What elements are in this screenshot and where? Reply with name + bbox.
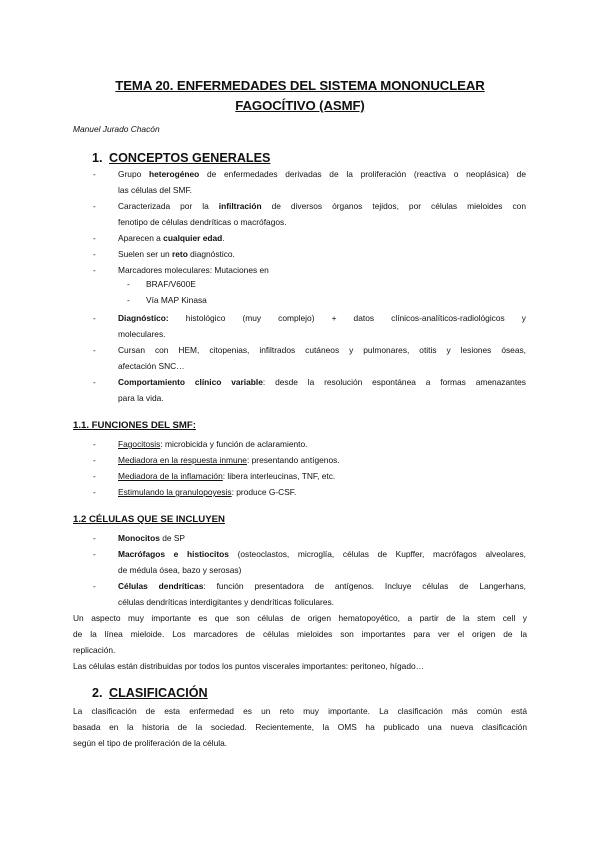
subsection-heading-celulas: 1.2 CÉLULAS QUE SE INCLUYEN (73, 514, 225, 525)
bullet-dash: - (127, 279, 130, 289)
document-title-line-2: FAGOCÍTIVO (ASMF) (235, 98, 365, 113)
paragraph-line: basada en la historia de la sociedad. Recientemente, la OMS ha publicado una nueva clasificación (73, 722, 527, 732)
paragraph-line: replicación. (73, 645, 116, 655)
list-item-continuation: las células del SMF. (118, 185, 193, 195)
bullet-dash: - (93, 201, 96, 211)
list-item: - Macrófagos e histiocitos (osteoclastos, microglía, células de Kupffer, macrófagos alveolares, (118, 547, 526, 563)
paragraph-line: Las células están distribuidas por todos los puntos viscerales importantes: peritoneo, hígado… (73, 661, 425, 671)
list-item: - Fagocitosis: microbicida y función de aclaramiento. (118, 437, 307, 453)
bullet-dash: - (93, 455, 96, 465)
list-item: - Diagnóstico: histológico (muy complejo) + datos clínicos-analíticos-radiológicos y (118, 311, 526, 327)
list-item: - Mediadora en la respuesta inmune: presentando antígenos. (118, 453, 340, 469)
document-title-line-1: TEMA 20. ENFERMEDADES DEL SISTEMA MONONUCLEAR (115, 78, 485, 93)
list-item: - Marcadores moleculares: Mutaciones en (118, 263, 269, 279)
bullet-dash: - (93, 471, 96, 481)
list-item-continuation: moleculares. (118, 329, 166, 339)
bullet-dash: - (93, 249, 96, 259)
section-heading-clasificacion (92, 686, 208, 700)
bullet-dash: - (93, 345, 96, 355)
bullet-dash: - (93, 439, 96, 449)
author: Manuel Jurado Chacón (73, 124, 160, 134)
list-item-continuation: de médula ósea, bazo y serosas) (118, 565, 242, 575)
list-item: - Suelen ser un reto diagnóstico. (118, 247, 235, 263)
bullet-dash: - (93, 533, 96, 543)
list-item: - Grupo heterogéneo de enfermedades derivadas de la proliferación (reactiva o neoplásica) de (118, 167, 526, 183)
sub-list-item: - Vía MAP Kinasa (127, 295, 207, 305)
sub-list-item: - BRAF/V600E (127, 279, 196, 289)
list-item: - Caracterizada por la infiltración de diversos órganos tejidos, por células mieloides con (118, 199, 526, 215)
bullet-dash: - (93, 233, 96, 243)
list-item: - Mediadora de la inflamación: libera interleucinas, TNF, etc. (118, 469, 335, 485)
list-item: - Comportamiento clínico variable: desde la resolución espontánea a formas amenazantes (118, 375, 526, 391)
subsection-heading-funciones: 1.1. FUNCIONES DEL SMF: (73, 420, 196, 431)
list-item: - Estimulando la granulopoyesis: produce G-CSF. (118, 485, 296, 501)
paragraph-line: según el tipo de proliferación de la célula. (73, 738, 228, 748)
section-title: CLASIFICACIÓN (109, 686, 208, 700)
list-item: - Monocitos de SP (118, 531, 185, 547)
section-number: 2. (92, 686, 103, 700)
bullet-dash: - (93, 377, 96, 387)
bullet-dash: - (93, 581, 96, 591)
section-heading-conceptos (92, 151, 270, 165)
list-item: - Aparecen a cualquier edad. (118, 231, 225, 247)
list-item-continuation: afectación SNC… (118, 361, 185, 371)
bullet-dash: - (93, 313, 96, 323)
bullet-dash: - (93, 265, 96, 275)
paragraph-line: de la línea mieloide. Los marcadores de células mieloides son importantes para ver el origen de la (73, 629, 527, 639)
paragraph-line: La clasificación de esta enfermedad es un reto muy importante. La clasificación más común está (73, 706, 527, 716)
list-item-continuation: fenotipo de células dendríticas o macrófagos. (118, 217, 287, 227)
bullet-dash: - (93, 169, 96, 179)
paragraph-line: Un aspecto muy importante es que son células de origen hematopoyético, a partir de la stem cell y (73, 613, 527, 623)
bullet-dash: - (93, 549, 96, 559)
bullet-dash: - (93, 487, 96, 497)
list-item: - Células dendríticas: función presentadora de antígenos. Incluye células de Langerhans, (118, 579, 526, 595)
bullet-dash: - (127, 295, 130, 305)
list-item: - Cursan con HEM, citopenias, infiltrados cutáneos y pulmonares, otitis y lesiones óseas, (118, 343, 526, 359)
section-title: CONCEPTOS GENERALES (109, 151, 271, 165)
list-item-continuation: células dendríticas interdigitantes y dendríticas foliculares. (118, 597, 334, 607)
section-number: 1. (92, 151, 103, 165)
list-item-continuation: para la vida. (118, 393, 164, 403)
